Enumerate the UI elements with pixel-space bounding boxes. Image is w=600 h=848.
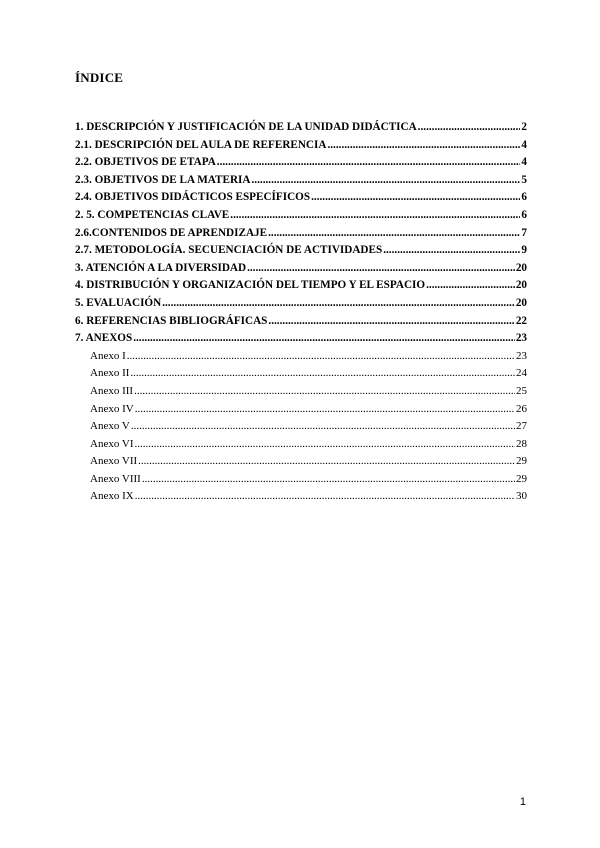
toc-entry-title: Anexo VII <box>90 455 138 468</box>
toc-dot-leader <box>127 350 515 362</box>
toc-entry[interactable] <box>75 420 527 438</box>
toc-entry-page: 6 <box>521 208 527 221</box>
toc-dot-leader <box>217 156 521 168</box>
toc-entry[interactable] <box>75 227 527 245</box>
toc-entry-page: 6 <box>521 191 527 204</box>
toc-entry-title: 2.7. METODOLOGÍA. SECUENCIACIÓN DE ACTIVIDADES <box>75 244 383 257</box>
toc-entry-title: 2. 5. COMPETENCIAS CLAVE <box>75 208 230 221</box>
toc-entry[interactable] <box>75 156 527 174</box>
toc-entry-page: 20 <box>515 296 527 309</box>
toc-dot-leader <box>230 209 520 221</box>
toc-entry-title: 6. REFERENCIAS BIBLIOGRÁFICAS <box>75 314 268 327</box>
toc-dot-leader <box>135 490 515 502</box>
toc-dot-leader <box>133 332 515 344</box>
toc-entry-title: Anexo IX <box>90 490 134 503</box>
toc-entry[interactable] <box>75 403 527 421</box>
toc-dot-leader <box>268 227 520 239</box>
toc-entry[interactable] <box>75 385 527 403</box>
toc-dot-leader <box>268 315 514 327</box>
toc-entry[interactable] <box>75 490 527 508</box>
toc-entry-title: Anexo V <box>90 420 130 433</box>
toc-entry[interactable] <box>75 262 527 280</box>
toc-entry-title: 5. EVALUACIÓN <box>75 296 162 309</box>
toc-dot-leader <box>134 385 515 397</box>
toc-entry[interactable] <box>75 139 527 157</box>
toc-entry-title: 2.6.CONTENIDOS DE APRENDIZAJE <box>75 226 268 239</box>
toc-dot-leader <box>383 244 520 256</box>
toc-dot-leader <box>134 438 515 450</box>
toc-entry-title: Anexo IV <box>90 402 134 415</box>
toc-entry-page: 23 <box>516 349 527 362</box>
toc-entry-page: 25 <box>516 384 527 397</box>
toc-entry-title: Anexo III <box>90 384 134 397</box>
toc-entry-title: Anexo I <box>90 349 126 362</box>
toc-dot-leader <box>142 473 515 485</box>
toc-dot-leader <box>162 297 515 309</box>
toc-entry-page: 20 <box>515 279 527 292</box>
toc-entry-page: 22 <box>515 314 527 327</box>
toc-entry[interactable] <box>75 279 527 297</box>
toc-entry[interactable] <box>75 455 527 473</box>
toc-dot-leader <box>426 279 515 291</box>
toc-dot-leader <box>418 121 521 133</box>
toc-entry-page: 23 <box>515 332 527 345</box>
toc-entry-page: 7 <box>521 226 527 239</box>
toc-entry-title: 7. ANEXOS <box>75 332 133 345</box>
toc-dot-leader <box>311 191 520 203</box>
toc-entry-page: 28 <box>516 437 527 450</box>
toc-dot-leader <box>138 455 515 467</box>
table-of-contents <box>75 121 527 508</box>
toc-dot-leader <box>252 174 521 186</box>
toc-entry-title: Anexo II <box>90 367 130 380</box>
toc-entry-page: 20 <box>515 261 527 274</box>
toc-entry-page: 9 <box>521 244 527 257</box>
toc-entry[interactable] <box>75 332 527 350</box>
toc-dot-leader <box>130 367 515 379</box>
toc-entry-page: 4 <box>521 156 527 169</box>
toc-entry-page: 5 <box>521 173 527 186</box>
toc-entry[interactable] <box>75 244 527 262</box>
toc-entry[interactable] <box>75 438 527 456</box>
toc-entry-title: 4. DISTRIBUCIÓN Y ORGANIZACIÓN DEL TIEMPO Y EL ESPACIO <box>75 279 426 292</box>
toc-entry-title: 2.2. OBJETIVOS DE ETAPA <box>75 156 216 169</box>
toc-entry-page: 26 <box>516 402 527 415</box>
toc-entry-title: 3. ATENCIÓN A LA DIVERSIDAD <box>75 261 247 274</box>
toc-dot-leader <box>131 420 515 432</box>
toc-entry-page: 24 <box>516 367 527 380</box>
toc-entry-page: 27 <box>516 420 527 433</box>
toc-entry-page: 30 <box>516 490 527 503</box>
toc-entry-page: 29 <box>516 472 527 485</box>
page-title: ÍNDICE <box>75 70 124 85</box>
toc-entry[interactable] <box>75 174 527 192</box>
toc-dot-leader <box>327 139 520 151</box>
toc-dot-leader <box>135 403 515 415</box>
toc-entry[interactable] <box>75 209 527 227</box>
toc-entry[interactable] <box>75 121 527 139</box>
toc-entry-title: Anexo VIII <box>90 472 141 485</box>
toc-entry-page: 29 <box>516 455 527 468</box>
page-number: 1 <box>519 796 526 808</box>
toc-entry[interactable] <box>75 191 527 209</box>
toc-entry-page: 2 <box>521 121 527 133</box>
toc-entry-title: 2.3. OBJETIVOS DE LA MATERIA <box>75 173 251 186</box>
toc-entry[interactable] <box>75 367 527 385</box>
toc-entry[interactable] <box>75 473 527 491</box>
toc-entry[interactable] <box>75 315 527 333</box>
toc-entry[interactable] <box>75 297 527 315</box>
toc-entry-title: Anexo VI <box>90 437 134 450</box>
toc-dot-leader <box>247 262 515 274</box>
toc-entry-page: 4 <box>521 138 527 151</box>
toc-entry-title: 2.1. DESCRIPCIÓN DEL AULA DE REFERENCIA <box>75 138 327 151</box>
toc-entry-title: 1. DESCRIPCIÓN Y JUSTIFICACIÓN DE LA UNIDAD DIDÁCTICA <box>75 121 417 133</box>
toc-entry-title: 2.4. OBJETIVOS DIDÁCTICOS ESPECÍFICOS <box>75 191 311 204</box>
toc-entry[interactable] <box>75 350 527 368</box>
